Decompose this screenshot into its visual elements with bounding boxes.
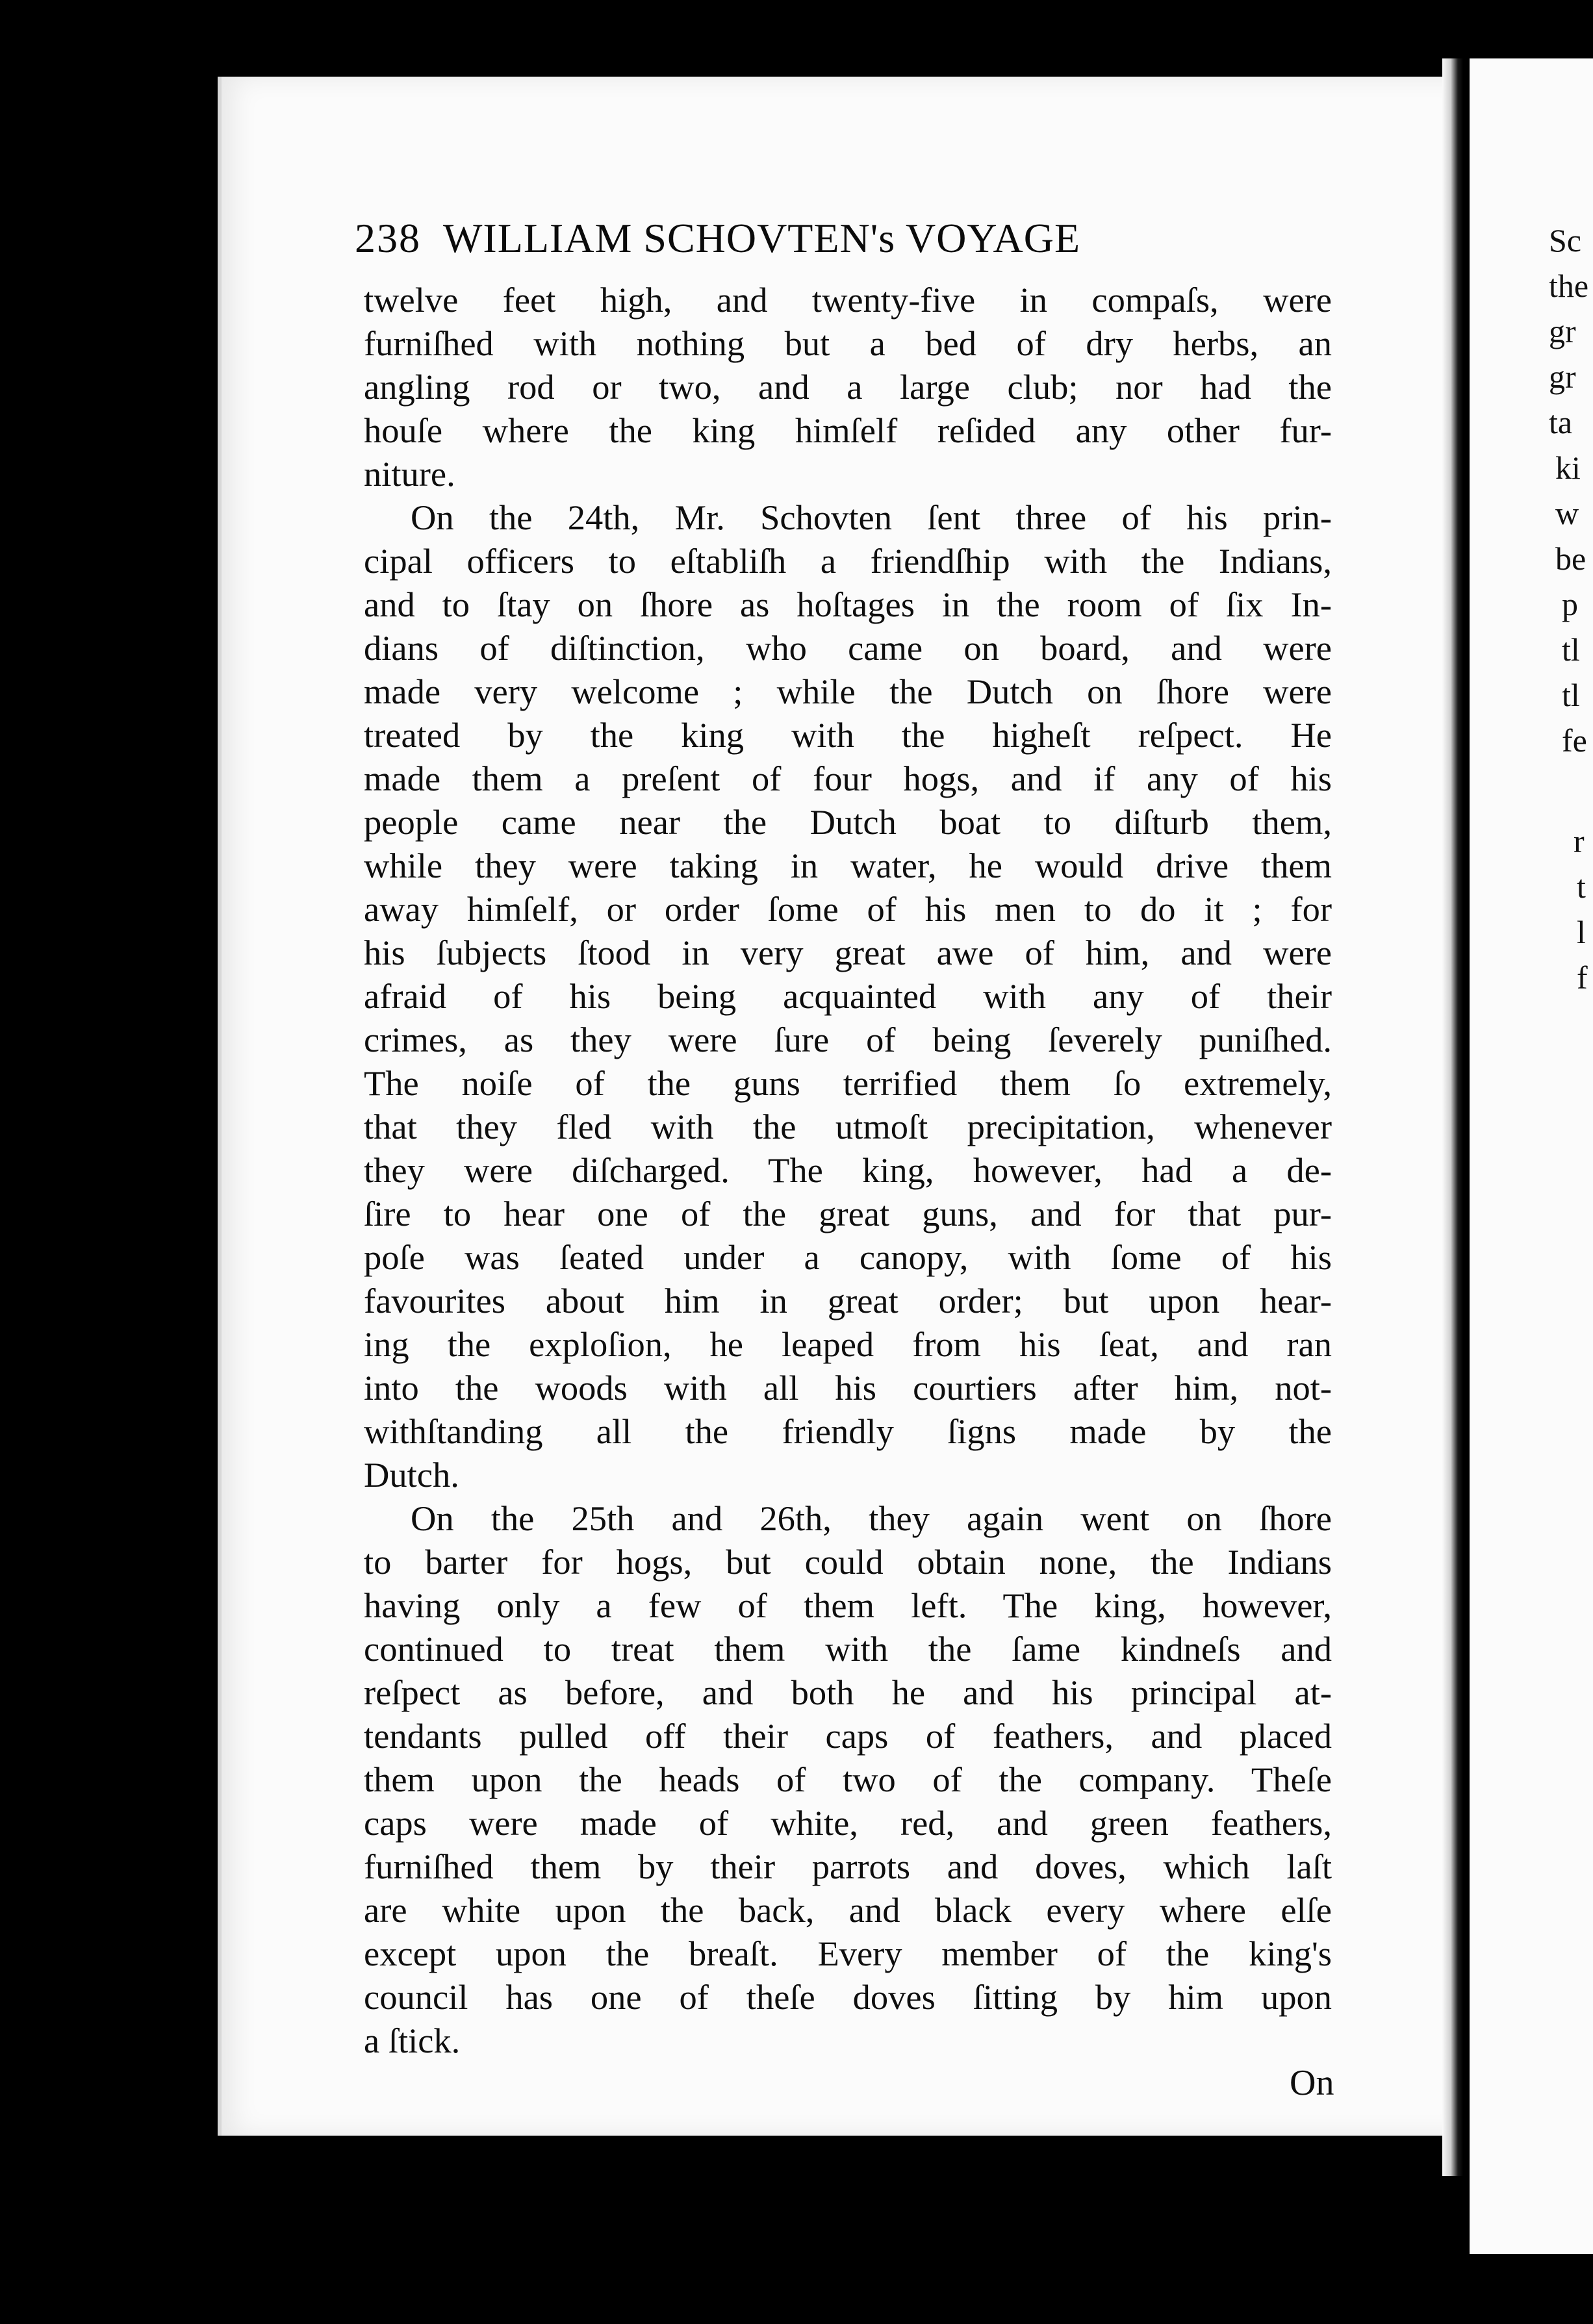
text-line: to barter for hogs, but could obtain none, the Indians [364,1542,1332,1582]
text-line: withſtanding all the friendly ſigns made by the [364,1411,1332,1451]
running-title: WILLIAM SCHOVTEN's VOYAGE [443,215,1081,261]
text-line: are white upon the back, and black every where elſe [364,1890,1332,1930]
text-line: niture. [364,454,455,494]
facing-page-fragment [1470,58,1593,2254]
text-line: The noiſe of the guns terrified them ſo extremely, [364,1063,1332,1103]
text-line: council has one of theſe doves ſitting by him upon [364,1977,1332,2017]
text-line: On the 25th and 26th, they again went on ſhore [411,1498,1332,1538]
text-line: having only a few of them left. The king, however, [364,1585,1332,1625]
facing-page-text-fragment: ki [1555,449,1581,486]
text-line: tendants pulled off their caps of feathers, and placed [364,1716,1332,1756]
facing-page-text-fragment: ta [1549,404,1573,440]
text-line: houſe where the king himſelf reſided any other fur- [364,410,1332,450]
text-line: caps were made of white, red, and green feathers, [364,1803,1332,1843]
facing-page-text-fragment: p [1562,586,1578,622]
page-number: 238 [355,215,421,261]
text-line: they were diſcharged. The king, however, had a de- [364,1150,1332,1190]
facing-page-text-fragment: Sc [1549,222,1581,259]
text-line: ing the exploſion, he leaped from his ſeat, and ran [364,1324,1332,1364]
text-line: a ſtick. [364,2021,461,2060]
text-line: crimes, as they were ſure of being ſeverely puniſhed. [364,1020,1332,1059]
facing-page-text-fragment: r [1574,823,1585,859]
text-line: furniſhed them by their parrots and doves, which laſt [364,1847,1332,1886]
facing-page-text-fragment: gr [1549,313,1576,349]
text-line: that they fled with the utmoſt precipitation, whenever [364,1107,1332,1146]
facing-page-text-fragment: t [1577,868,1586,905]
text-line: afraid of his being acquainted with any of their [364,976,1332,1016]
text-line: except upon the breaſt. Every member of the king's [364,1934,1332,1973]
text-line: Dutch. [364,1455,459,1495]
text-line: On the 24th, Mr. Schovten ſent three of his prin- [411,498,1332,537]
text-line: continued to treat them with the ſame kindneſs and [364,1629,1332,1669]
facing-page-text-fragment: tl [1562,677,1580,713]
text-line: people came near the Dutch boat to diſturb them, [364,802,1332,842]
facing-page-text-fragment: f [1577,959,1588,996]
text-line: angling rod or two, and a large club; nor had the [364,367,1332,407]
text-line: made them a preſent of four hogs, and if any of his [364,759,1332,798]
text-line: treated by the king with the higheſt reſpect. He [364,715,1332,755]
text-line: them upon the heads of two of the company. Theſe [364,1760,1332,1799]
text-line: poſe was ſeated under a canopy, with ſome of his [364,1237,1332,1277]
text-line: dians of diſtinction, who came on board, and were [364,628,1332,668]
text-line: made very welcome ; while the Dutch on ſhore were [364,672,1332,711]
running-head [355,214,1219,262]
text-line: furniſhed with nothing but a bed of dry herbs, an [364,323,1332,363]
text-line: away himſelf, or order ſome of his men to do it ; for [364,889,1332,929]
text-line: reſpect as before, and both he and his principal at- [364,1673,1332,1712]
text-line: into the woods with all his courtiers after him, not- [364,1368,1332,1408]
text-line: ſire to hear one of the great guns, and for that pur- [364,1194,1332,1233]
facing-page-text-fragment: fe [1562,722,1587,759]
facing-page-text-fragment: w [1555,495,1579,531]
text-line: cipal officers to eſtabliſh a friendſhip with the Indians, [364,541,1332,581]
facing-page-text-fragment: be [1555,540,1587,577]
text-line: his ſubjects ſtood in very great awe of him, and were [364,933,1332,972]
body-text [364,278,1332,2062]
facing-page-text-fragment: tl [1562,631,1580,668]
text-line: favourites about him in great order; but upon hear- [364,1281,1332,1320]
text-line: and to ſtay on ſhore as hoſtages in the room of ſix In- [364,585,1332,624]
catchword: On [1290,2063,1334,2103]
facing-page-text-fragment: gr [1549,359,1576,395]
facing-page-text-fragment: the [1549,268,1589,304]
text-line: while they were taking in water, he would drive them [364,846,1332,885]
book-gutter [1442,58,1463,2176]
facing-page-text-fragment: l [1577,914,1586,950]
text-line: twelve feet high, and twenty-five in compaſs, were [364,280,1332,320]
